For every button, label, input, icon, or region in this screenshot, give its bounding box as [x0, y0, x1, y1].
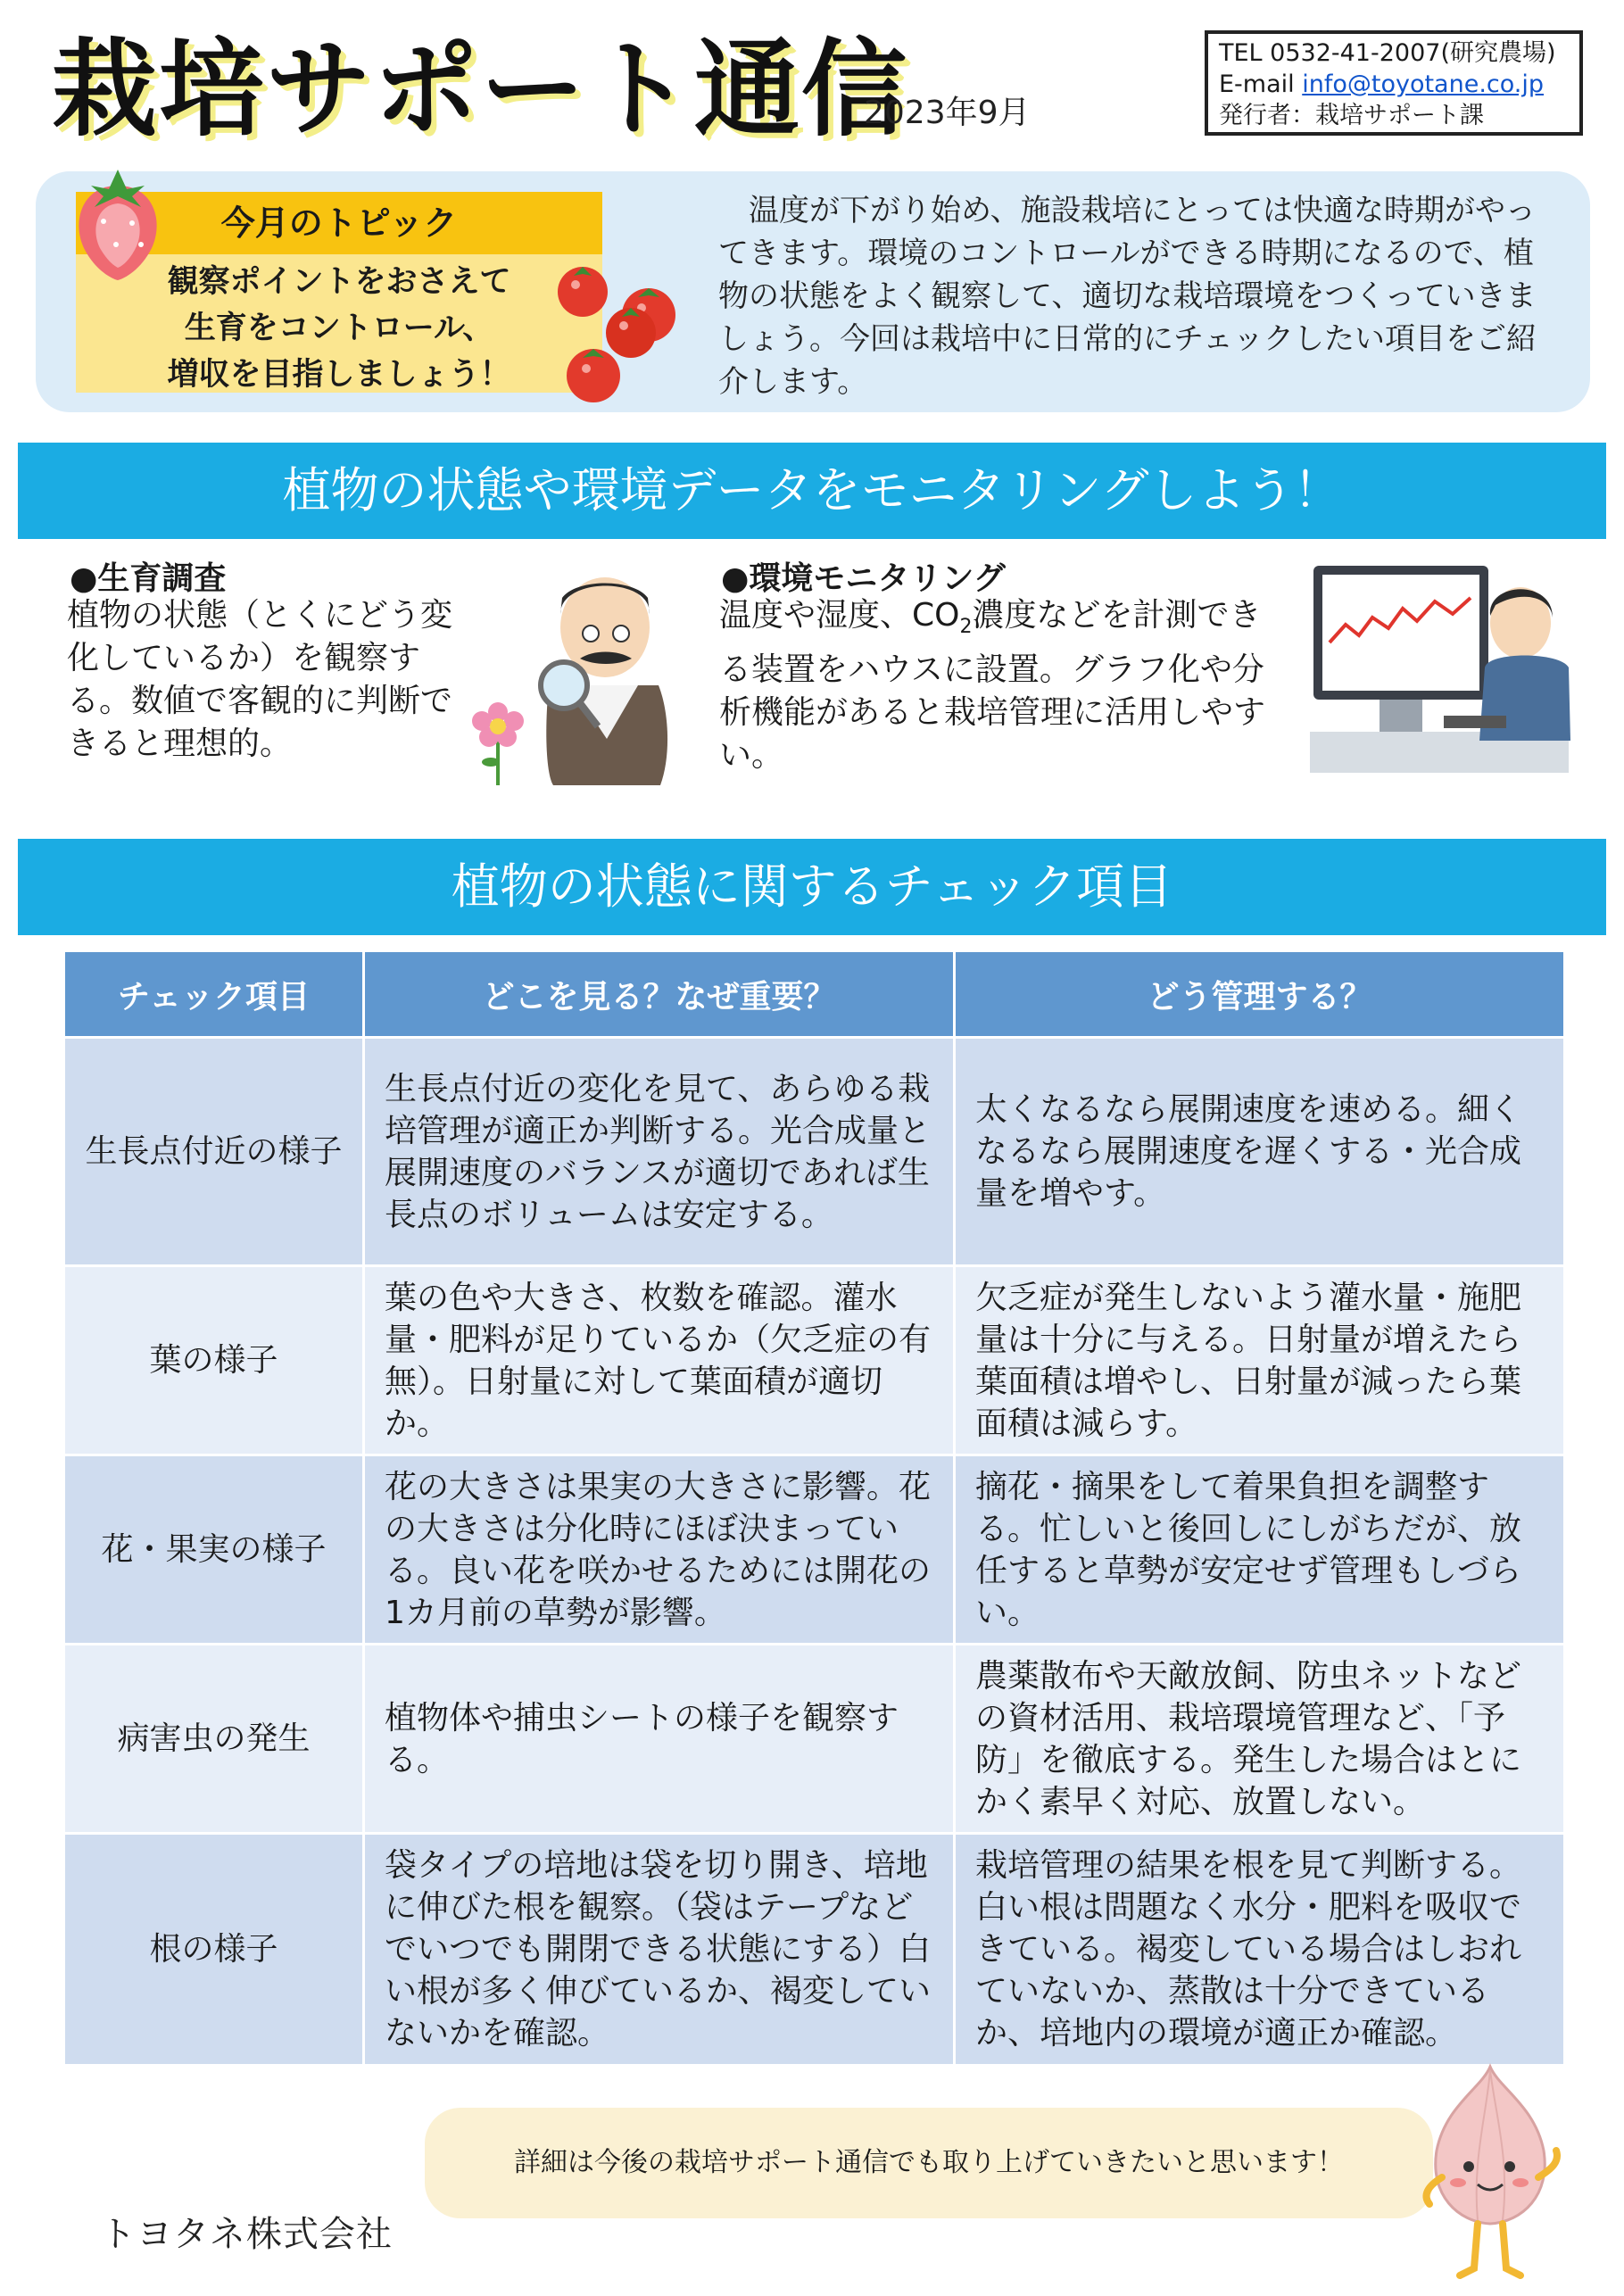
issue-date: 2023年9月 [864, 95, 1031, 131]
checklist-banner: 植物の状態に関するチェック項目 [18, 839, 1606, 935]
check-how: 摘花・摘果をして着果負担を調整する。忙しいと後回しにしがちだが、放任すると草勢が安定せず管理もしづらい。 [955, 1455, 1565, 1645]
check-item: 病害虫の発生 [64, 1645, 364, 1834]
environment-monitoring-heading: ●環境モニタリング [721, 560, 1006, 597]
check-how: 農薬散布や天敵放飼、防虫ネットなどの資材活用、栽培環境管理など、「予防」を徹底する。発生した場合はとにかく素早く対応、放置しない。 [955, 1645, 1565, 1834]
check-how: 太くなるなら展開速度を速める。細くなるなら展開速度を遅くする・光合成量を増やす。 [955, 1038, 1565, 1266]
contact-publisher: 発行者：栽培サポート課 [1219, 102, 1484, 129]
check-why: 花の大きさは果実の大きさに影響。花の大きさは分化時にほぼ決まっている。良い花を咲かせるためには開花の1カ月前の草勢が影響。 [364, 1455, 955, 1645]
check-how: 欠乏症が発生しないよう灌水量・施肥量は十分に与える。日射量が増えたら葉面積は増やし、日射量が減ったら葉面積は減らす。 [955, 1266, 1565, 1455]
computer-monitoring-illustration-icon [1310, 562, 1578, 776]
table-row [64, 1455, 1565, 1645]
newsletter-title: 栽培サポート通信 [52, 28, 909, 151]
env-text-part: 温度や湿度、CO [719, 597, 960, 634]
cherry-tomatoes-icon [549, 254, 709, 415]
topic-line: 生育をコントロール、 [184, 311, 494, 346]
topic-description: 温度が下がり始め、施設栽培にとっては快適な時期がやってきます。環境のコントロールができる時期になるので、植物の状態をよく観察して、適切な栽培環境をつくっていきましょう。今回は栽培中に日常的にチェックしたい項目をご紹介します。 [718, 193, 1537, 400]
column-header-item: チェック項目 [64, 951, 364, 1038]
check-why: 生長点付近の変化を見て、あらゆる栽培管理が適正か判断する。光合成量と展開速度のバランスが適切であれば生長点のボリュームは安定する。 [364, 1038, 955, 1266]
table-row [64, 1038, 1565, 1266]
growth-survey-heading: ●生育調査 [70, 560, 227, 597]
topic-heading: 今月のトピック [76, 192, 602, 254]
column-header-how: どう管理する？ [955, 951, 1565, 1038]
table-row [64, 1834, 1565, 2066]
topic-line: 観察ポイントをおさえて [167, 264, 511, 300]
table-header-row [64, 951, 1565, 1038]
check-item: 花・果実の様子 [64, 1455, 364, 1645]
table-row [64, 1266, 1565, 1455]
env-text-part: 濃度などを計測できる装置をハウスに設置。グラフ化や分析機能があると栽培管理に活用しやすい。 [719, 597, 1266, 775]
check-item: 根の様子 [64, 1834, 364, 2066]
inspector-illustration-icon [464, 551, 687, 792]
email-label: E-mail [1219, 70, 1303, 98]
topic-line: 増収を目指しましょう！ [167, 357, 511, 393]
onion-mascot-icon [1410, 2061, 1570, 2284]
environment-monitoring-text [719, 594, 1290, 777]
check-why: 植物体や捕虫シートの様子を観察する。 [364, 1645, 955, 1834]
table-row [64, 1645, 1565, 1834]
check-why: 葉の色や大きさ、枚数を確認。灌水量・肥料が足りているか（欠乏症の有無）。日射量に対して葉面積が適切か。 [364, 1266, 955, 1455]
check-why: 袋タイプの培地は袋を切り開き、培地に伸びた根を観察。（袋はテープなどでいつでも開閉できる状態にする）白い根が多く伸びているか、褐変していないかを確認。 [364, 1834, 955, 2066]
contact-box [1205, 30, 1583, 136]
check-item: 生長点付近の様子 [64, 1038, 364, 1266]
contact-email-line [1219, 69, 1569, 100]
check-item: 葉の様子 [64, 1266, 364, 1455]
closing-note: 詳細は今後の栽培サポート通信でも取り上げていきたいと思います！ [514, 2147, 1344, 2178]
growth-survey-text: 植物の状態（とくにどう変化しているか）を観察する。数値で客観的に判断できると理想的。 [67, 597, 453, 762]
column-header-why: どこを見る？なぜ重要？ [364, 951, 955, 1038]
company-name: トヨタネ株式会社 [100, 2214, 393, 2255]
check-how: 栽培管理の結果を根を見て判断する。白い根は問題なく水分・肥料を吸収できている。褐変している場合はしおれていないか、蒸散は十分できているか、培地内の環境が適正か確認。 [955, 1834, 1565, 2066]
co2-subscript: 2 [959, 616, 973, 639]
strawberry-icon [64, 159, 171, 284]
email-link[interactable]: info@toyotane.co.jp [1302, 70, 1545, 98]
contact-tel: TEL 0532-41-2007(研究農場) [1219, 39, 1556, 67]
checklist-table [62, 949, 1566, 2067]
monitoring-banner: 植物の状態や環境データをモニタリングしよう！ [18, 443, 1606, 539]
